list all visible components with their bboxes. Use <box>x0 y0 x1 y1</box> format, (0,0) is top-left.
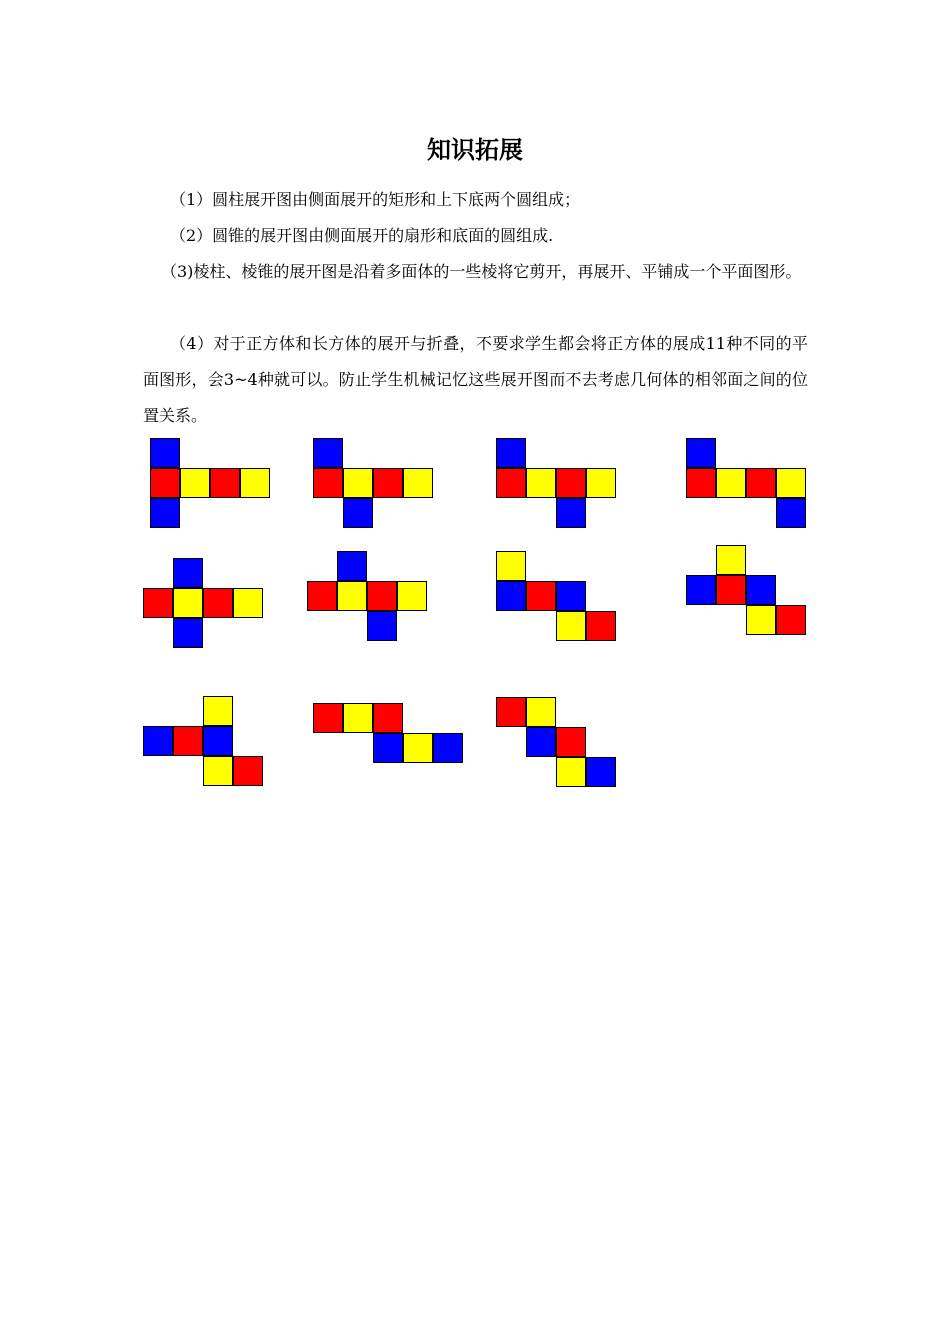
net-square-yellow <box>526 697 556 727</box>
net-square-red <box>313 703 343 733</box>
net-square-blue <box>173 558 203 588</box>
net-square-yellow <box>496 551 526 581</box>
paragraph-1: （1）圆柱展开图由侧面展开的矩形和上下底两个圆组成； <box>170 190 581 209</box>
net-square-blue <box>526 727 556 757</box>
net-square-blue <box>343 498 373 528</box>
net-square-yellow <box>337 581 367 611</box>
net-square-red <box>150 468 180 498</box>
net-square-red <box>367 581 397 611</box>
net-square-blue <box>433 733 463 763</box>
net-square-red <box>586 611 616 641</box>
net-square-yellow <box>203 696 233 726</box>
net-square-blue <box>496 438 526 468</box>
net-square-blue <box>556 498 586 528</box>
net-square-yellow <box>716 545 746 575</box>
net-square-blue <box>313 438 343 468</box>
net-square-yellow <box>343 703 373 733</box>
net-square-yellow <box>746 605 776 635</box>
net-square-yellow <box>203 756 233 786</box>
net-square-red <box>210 468 240 498</box>
net-square-red <box>556 727 586 757</box>
net-square-blue <box>373 733 403 763</box>
net-square-red <box>203 588 233 618</box>
net-square-blue <box>776 498 806 528</box>
net-square-red <box>313 468 343 498</box>
net-square-blue <box>150 498 180 528</box>
net-square-blue <box>150 438 180 468</box>
net-square-blue <box>556 581 586 611</box>
net-square-red <box>307 581 337 611</box>
page-title: 知识拓展 <box>427 136 523 164</box>
net-square-red <box>746 468 776 498</box>
net-square-blue <box>746 575 776 605</box>
net-square-red <box>496 697 526 727</box>
net-square-blue <box>173 618 203 648</box>
net-square-red <box>686 468 716 498</box>
net-square-yellow <box>180 468 210 498</box>
net-square-yellow <box>403 468 433 498</box>
net-square-yellow <box>556 611 586 641</box>
net-square-red <box>496 468 526 498</box>
net-square-red <box>173 726 203 756</box>
net-square-red <box>526 581 556 611</box>
net-square-blue <box>143 726 173 756</box>
net-square-yellow <box>556 757 586 787</box>
paragraph-4: （4）对于正方体和长方体的展开与折叠，不要求学生都会将正方体的展成11种不同的平面图形，会3~4种就可以。防止学生机械记忆这些展开图而不去考虑几何体的相邻面之间的位置关系。 <box>143 334 808 425</box>
net-square-yellow <box>397 581 427 611</box>
net-square-blue <box>367 611 397 641</box>
net-square-red <box>716 575 746 605</box>
net-square-red <box>373 703 403 733</box>
paragraph-3: （3)棱柱、棱锥的展开图是沿着多面体的一些棱将它剪开，再展开、平铺成一个平面图形。 <box>161 262 802 281</box>
net-square-yellow <box>233 588 263 618</box>
net-square-blue <box>686 438 716 468</box>
net-square-yellow <box>716 468 746 498</box>
net-square-red <box>143 588 173 618</box>
net-square-blue <box>496 581 526 611</box>
net-square-blue <box>586 757 616 787</box>
net-square-yellow <box>343 468 373 498</box>
net-square-blue <box>337 551 367 581</box>
net-square-red <box>233 756 263 786</box>
net-square-yellow <box>403 733 433 763</box>
net-square-yellow <box>586 468 616 498</box>
net-square-blue <box>203 726 233 756</box>
net-square-yellow <box>776 468 806 498</box>
net-square-red <box>373 468 403 498</box>
net-square-blue <box>686 575 716 605</box>
net-square-red <box>776 605 806 635</box>
net-square-yellow <box>526 468 556 498</box>
net-square-yellow <box>173 588 203 618</box>
net-square-red <box>556 468 586 498</box>
paragraph-2: （2）圆锥的展开图由侧面展开的扇形和底面的圆组成. <box>170 226 554 245</box>
net-square-yellow <box>240 468 270 498</box>
